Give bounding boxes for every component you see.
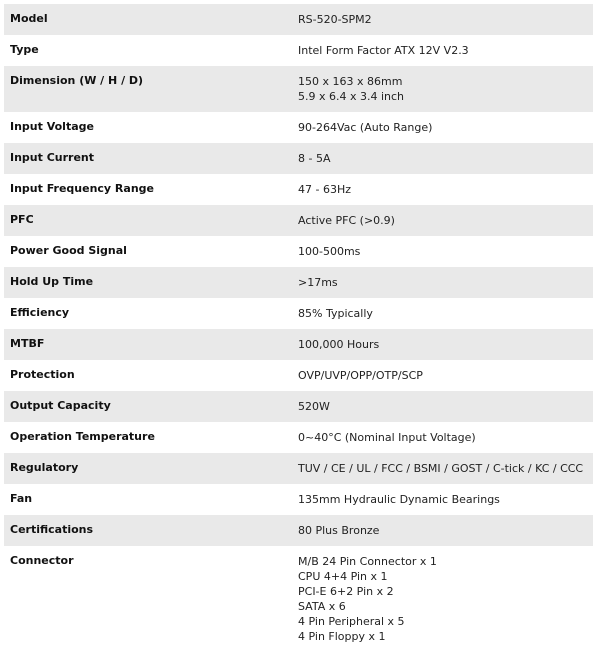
spec-row-protection xyxy=(4,360,593,391)
spec-value xyxy=(298,337,593,352)
spec-label: Efficiency xyxy=(10,306,70,319)
spec-value xyxy=(298,43,593,58)
spec-table xyxy=(4,4,593,643)
spec-value-line: 80 Plus Bronze xyxy=(298,524,380,537)
spec-value-line: OVP/UVP/OPP/OTP/SCP xyxy=(298,369,423,382)
spec-label: Model xyxy=(10,12,48,25)
spec-row-input-current xyxy=(4,143,593,174)
spec-value xyxy=(298,399,593,414)
spec-value-line: 520W xyxy=(298,400,330,413)
spec-row-regulatory xyxy=(4,453,593,484)
spec-row-power-good-signal xyxy=(4,236,593,267)
spec-row-model xyxy=(4,4,593,35)
spec-value-line: 135mm Hydraulic Dynamic Bearings xyxy=(298,493,500,506)
spec-label: Operation Temperature xyxy=(10,430,155,443)
spec-value xyxy=(298,244,593,259)
spec-value xyxy=(298,12,593,27)
spec-value xyxy=(298,275,593,290)
spec-value-line: SATA x 6 xyxy=(298,600,346,613)
spec-value xyxy=(298,554,593,644)
spec-value-line: 85% Typically xyxy=(298,307,373,320)
spec-value xyxy=(298,306,593,321)
spec-row-dimension xyxy=(4,66,593,112)
spec-row-pfc xyxy=(4,205,593,236)
spec-value xyxy=(298,151,593,166)
spec-value-line: PCI-E 6+2 Pin x 2 xyxy=(298,585,394,598)
spec-value xyxy=(298,492,593,507)
spec-value-line: >17ms xyxy=(298,276,338,289)
spec-value-line: CPU 4+4 Pin x 1 xyxy=(298,570,388,583)
spec-value-line: RS-520-SPM2 xyxy=(298,13,372,26)
spec-value xyxy=(298,523,593,538)
spec-value-line: 100-500ms xyxy=(298,245,361,258)
spec-label: Fan xyxy=(10,492,33,505)
spec-label: Hold Up Time xyxy=(10,275,94,288)
spec-value-line: M/B 24 Pin Connector x 1 xyxy=(298,555,437,568)
spec-row-connector xyxy=(4,546,593,643)
spec-label: Connector xyxy=(10,554,74,567)
spec-label: PFC xyxy=(10,213,34,226)
spec-label: Input Current xyxy=(10,151,95,164)
spec-label: Power Good Signal xyxy=(10,244,127,257)
spec-value xyxy=(298,182,593,197)
spec-row-efficiency xyxy=(4,298,593,329)
spec-label: Type xyxy=(10,43,39,56)
spec-label: MTBF xyxy=(10,337,45,350)
spec-label: Input Voltage xyxy=(10,120,94,133)
spec-value-line: Intel Form Factor ATX 12V V2.3 xyxy=(298,44,469,57)
spec-value-line: 4 Pin Peripheral x 5 xyxy=(298,615,405,628)
spec-value-line: 5.9 x 6.4 x 3.4 inch xyxy=(298,90,405,103)
spec-label: Certifications xyxy=(10,523,94,536)
spec-row-input-frequency xyxy=(4,174,593,205)
spec-row-fan xyxy=(4,484,593,515)
spec-row-hold-up-time xyxy=(4,267,593,298)
spec-row-input-voltage xyxy=(4,112,593,143)
spec-row-type xyxy=(4,35,593,66)
spec-value-line: 4 Pin Floppy x 1 xyxy=(298,630,386,643)
spec-value xyxy=(298,74,593,104)
spec-value-line: 150 x 163 x 86mm xyxy=(298,75,403,88)
spec-value-line: 8 - 5A xyxy=(298,152,331,165)
spec-value-line: 90-264Vac (Auto Range) xyxy=(298,121,433,134)
spec-value xyxy=(298,120,593,135)
spec-value-line: 47 - 63Hz xyxy=(298,183,352,196)
spec-value xyxy=(298,368,593,383)
spec-label: Protection xyxy=(10,368,75,381)
spec-value xyxy=(298,213,593,228)
spec-value-line: 100,000 Hours xyxy=(298,338,380,351)
spec-value xyxy=(298,430,593,445)
spec-value-line: 0~40°C (Nominal Input Voltage) xyxy=(298,431,476,444)
spec-value-line: Active PFC (>0.9) xyxy=(298,214,395,227)
spec-row-mtbf xyxy=(4,329,593,360)
spec-row-operation-temperature xyxy=(4,422,593,453)
spec-label: Output Capacity xyxy=(10,399,111,412)
spec-row-output-capacity xyxy=(4,391,593,422)
spec-label: Regulatory xyxy=(10,461,79,474)
spec-label: Dimension (W / H / D) xyxy=(10,74,144,87)
spec-value xyxy=(298,461,593,476)
spec-row-certifications xyxy=(4,515,593,546)
spec-value-line: TUV / CE / UL / FCC / BSMI / GOST / C-tick / KC / CCC xyxy=(298,462,584,475)
spec-label: Input Frequency Range xyxy=(10,182,154,195)
